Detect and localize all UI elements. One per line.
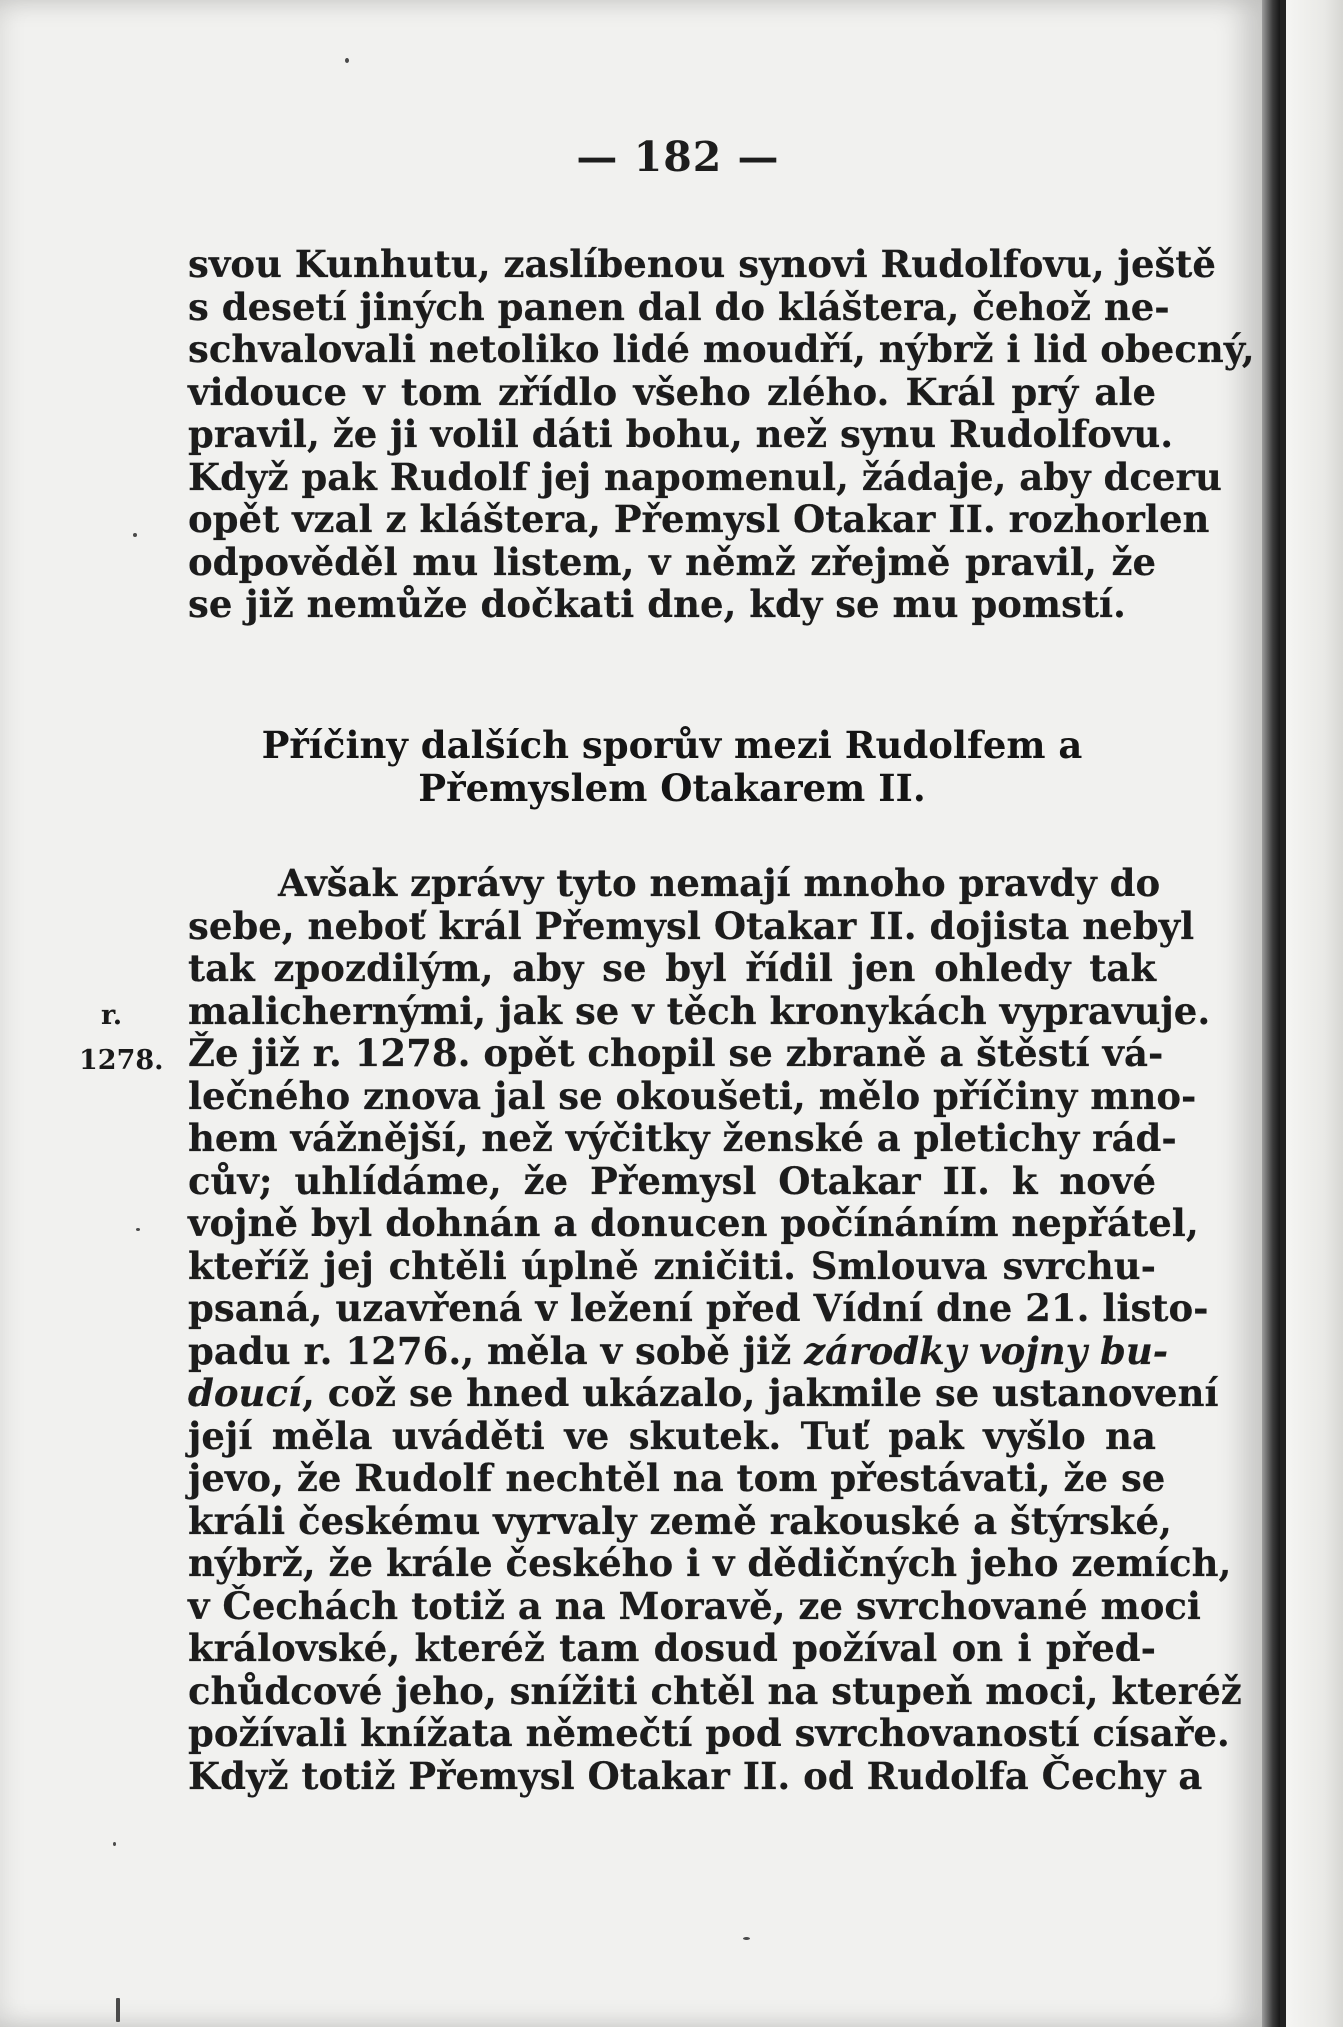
heading-line: Přemyslem Otakarem II. <box>418 766 926 810</box>
text-line: požívali knížata němečtí pod svrchovaností císaře. <box>188 1711 1230 1755</box>
text-line: cův; uhlídáme, že Přemysl Otakar II. k nové <box>188 1158 1156 1203</box>
adjacent-page-border <box>1280 0 1286 2027</box>
text-line: Když totiž Přemysl Otakar II. od Rudolfa Čechy a <box>188 1753 1203 1798</box>
text-line: malichernými, jak se v těch kronykách vypravuje. <box>188 988 1211 1033</box>
text-line: schvalovali netoliko lidé moudří, nýbrž i lid obecný, <box>188 327 1255 371</box>
paragraph-main <box>188 861 1242 1798</box>
text-line: vojně byl dohnán a donucen počínáním nepřátel, <box>188 1201 1199 1245</box>
text-segment: padu r. 1276., měla v sobě již <box>188 1328 805 1373</box>
heading-line: Příčiny dalších sporův mezi Rudolfem a <box>261 723 1083 767</box>
text-line: vidouce v tom zřídlo všeho zlého. Král prý ale <box>188 369 1156 414</box>
text-line: jevo, že Rudolf nechtěl na tom přestávati, že se <box>188 1456 1166 1500</box>
text-line: Avšak zprávy tyto nemají mnoho pravdy do <box>278 861 1161 905</box>
text-line-with-italic <box>188 1328 1169 1373</box>
scan-speck <box>116 1998 120 2022</box>
text-line: sebe, neboť král Přemysl Otakar II. dojista nebyl <box>188 903 1195 948</box>
scan-speck <box>136 1228 140 1231</box>
book-gutter-shadow <box>1262 0 1280 2027</box>
scan-speck <box>743 1937 750 1940</box>
text-line: v Čechách totiž a na Moravě, ze svrchované moci <box>188 1583 1201 1628</box>
text-line: hem vážnější, než výčitky ženské a pletichy rád- <box>188 1116 1177 1160</box>
text-line: královské, kteréž tam dosud požíval on i před- <box>188 1626 1156 1670</box>
text-line: opět vzal z kláštera, Přemysl Otakar II. rozhorlen <box>188 497 1210 541</box>
text-line: její měla uváděti ve skutek. Tuť pak vyšlo na <box>188 1413 1156 1458</box>
text-line: nýbrž, že krále českého i v dědičných jeho zemích, <box>188 1541 1232 1585</box>
adjacent-page-edge <box>1280 0 1343 2027</box>
margin-note-year: 1278. <box>79 1045 164 1076</box>
scan-speck <box>113 1842 116 1846</box>
text-line: chůdcové jeho, snížiti chtěl na stupeň moci, kteréž <box>188 1668 1242 1713</box>
text-line-with-italic <box>188 1371 1219 1415</box>
text-line: odpověděl mu listem, v němž zřejmě pravil, že <box>188 539 1156 584</box>
text-line: kteříž jej chtěli úplně zničiti. Smlouva svrchu- <box>188 1243 1156 1288</box>
text-line: králi českému vyrvaly země rakouské a štýrské, <box>188 1498 1172 1543</box>
scan-speck <box>133 533 137 537</box>
italic-text: zárodky vojny bu- <box>804 1328 1169 1373</box>
text-line: psaná, uzavřená v ležení před Vídní dne 21. listo- <box>188 1286 1209 1330</box>
paragraph-continuation <box>188 242 1255 626</box>
text-line: Když pak Rudolf jej napomenul, žádaje, aby dceru <box>188 454 1222 499</box>
scan-speck <box>345 58 349 63</box>
text-line: pravil, že ji volil dáti bohu, než synu Rudolfovu. <box>188 412 1174 456</box>
text-line: Že již r. 1278. opět chopil se zbraně a štěstí vá- <box>188 1031 1164 1075</box>
text-line: s desetí jiných panen dal do kláštera, čehož ne- <box>188 284 1170 329</box>
text-segment: , což se hned ukázalo, jakmile se ustanovení <box>302 1371 1219 1415</box>
margin-note-r: r. <box>101 1000 123 1031</box>
text-line: svou Kunhutu, zaslíbenou synovi Rudolfovu, ještě <box>188 242 1216 286</box>
text-line: se již nemůže dočkati dne, kdy se mu pomstí. <box>188 582 1126 626</box>
page-number: — 182 — <box>576 133 780 181</box>
italic-text: doucí <box>188 1371 303 1415</box>
text-line: tak zpozdilým, aby se byl řídil jen ohledy tak <box>188 946 1156 990</box>
section-heading <box>188 724 1156 810</box>
text-line: lečného znova jal se okoušeti, mělo příčiny mno- <box>188 1073 1197 1118</box>
